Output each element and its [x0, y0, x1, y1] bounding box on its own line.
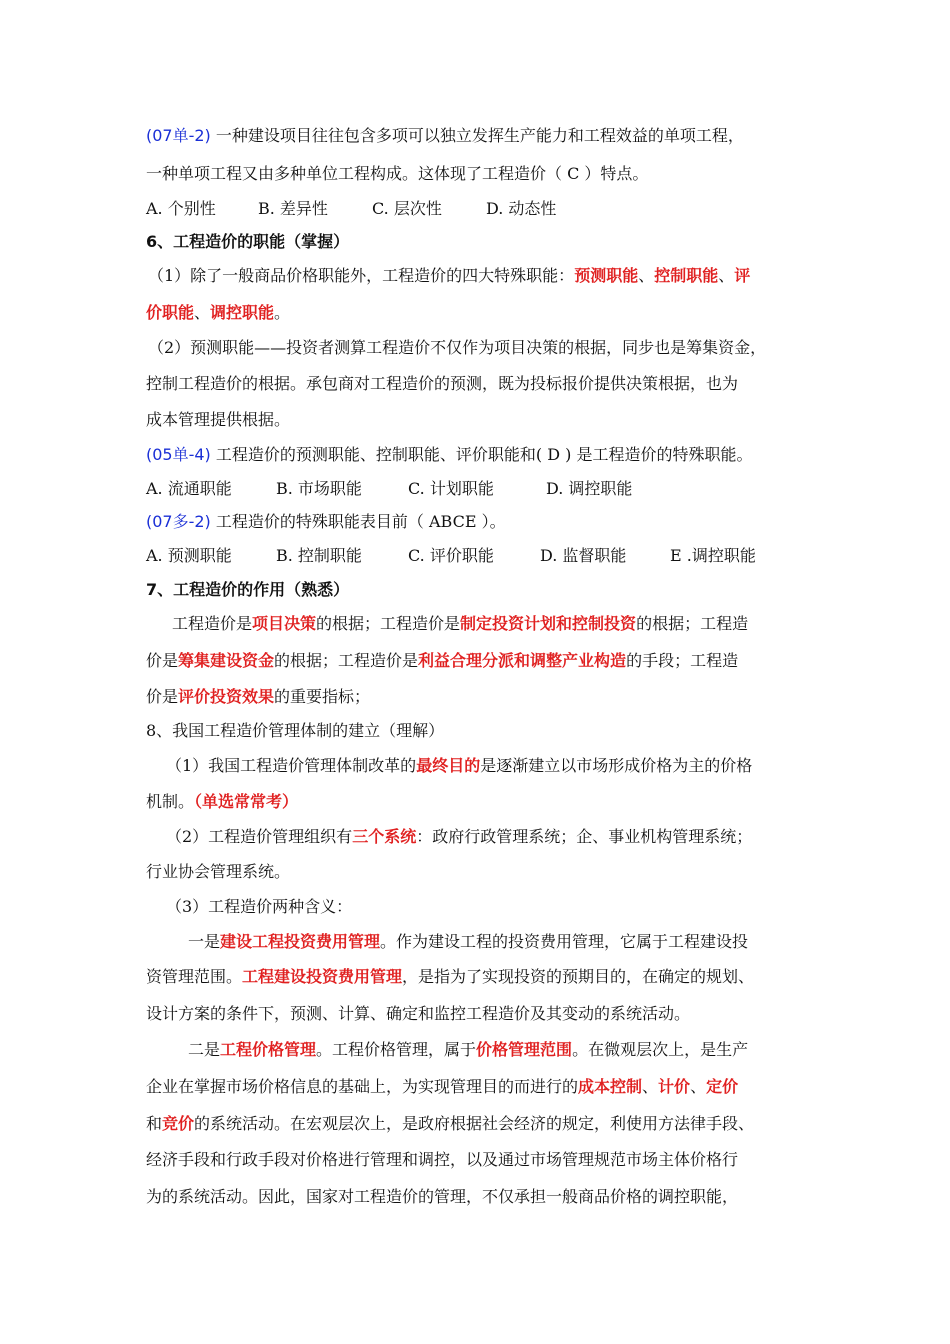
body-text: 设计方案的条件下，预测、计算、确定和监控工程造价及其变动的系统活动。 [146, 1004, 691, 1023]
text-line [148, 266, 750, 286]
emphasis-text: 评 [734, 266, 751, 285]
emphasis-text: 制定投资计划和控制投资 [460, 614, 637, 633]
answer-option: D. 监督职能 [540, 546, 627, 565]
body-text: 8、我国工程造价管理体制的建立（理解） [146, 721, 445, 740]
answer-option: A. 个别性 [146, 199, 216, 218]
emphasis-text: 三个系统 [352, 827, 417, 846]
body-text: （2）工程造价管理组织有 [166, 827, 353, 846]
text-line [146, 967, 754, 987]
text-line [146, 651, 738, 671]
text-line [146, 792, 298, 812]
text-line [146, 512, 506, 532]
answer-option: E .调控职能 [670, 546, 756, 565]
body-text: 价是 [146, 651, 179, 670]
emphasis-text: 筹集建设资金 [178, 651, 275, 670]
text-line [146, 1004, 690, 1024]
emphasis-text: 最终目的 [416, 756, 481, 775]
answer-option: B. 差异性 [258, 199, 328, 218]
body-text: 的根据；工程造 [636, 614, 749, 633]
body-text: （2）预测职能——投资者测算工程造价不仅作为项目决策的根据，同步也是筹集资金， [148, 338, 767, 357]
text-line [0, 479, 950, 499]
body-text: 一种建设项目往往包含多项可以独立发挥生产能力和工程效益的单项工程， [210, 126, 744, 145]
text-line [146, 303, 290, 323]
emphasis-text: 项目决策 [252, 614, 317, 633]
answer-option: B. 市场职能 [276, 479, 362, 498]
body-text: 价是 [146, 687, 179, 706]
text-line [188, 932, 748, 952]
body-text: 的系统活动。在宏观层次上，是政府根据社会经济的规定，利使用方法律手段、 [194, 1114, 755, 1133]
body-text: 。 [274, 303, 291, 322]
emphasis-text: 工程建设投资费用管理 [242, 967, 403, 986]
body-text: 的根据；工程造价是 [274, 651, 419, 670]
answer-option: C. 层次性 [372, 199, 442, 218]
text-line [0, 199, 950, 219]
emphasis-text: 计价 [658, 1077, 691, 1096]
emphasis-text: 调控职能 [210, 303, 275, 322]
text-line [0, 546, 950, 566]
text-line [146, 1114, 754, 1134]
text-line [146, 1150, 738, 1170]
body-text: 。在微观层次上，是生产 [572, 1040, 749, 1059]
emphasis-text: 控制职能 [654, 266, 719, 285]
answer-option: A. 流通职能 [146, 479, 232, 498]
body-text: 、 [638, 266, 655, 285]
emphasis-text: 评价投资效果 [178, 687, 275, 706]
body-text: 、 [194, 303, 211, 322]
text-line [146, 721, 444, 741]
body-text: 为的系统活动。因此，国家对工程造价的管理，不仅承担一般商品价格的调控职能， [146, 1187, 739, 1206]
body-text: 企业在掌握市场价格信息的基础上，为实现管理目的而进行的 [146, 1077, 579, 1096]
body-text: ，是指为了实现投资的预期目的，在确定的规划、 [402, 967, 755, 986]
text-line [146, 1077, 738, 1097]
body-text: 一是 [188, 932, 221, 951]
text-line [146, 580, 349, 600]
text-line [166, 827, 752, 847]
body-text: 工程造价的特殊职能表目前（ ABCE ）。 [210, 512, 506, 531]
body-text: 。作为建设工程的投资费用管理，它属于工程建设投 [380, 932, 749, 951]
body-text: （1）除了一般商品价格职能外，工程造价的四大特殊职能： [148, 266, 575, 285]
answer-option: B. 控制职能 [276, 546, 362, 565]
answer-option: A. 预测职能 [146, 546, 232, 565]
question-code: (07单-2) [146, 126, 211, 145]
emphasis-text: 建设工程投资费用管理 [220, 932, 381, 951]
answer-option: C. 计划职能 [408, 479, 494, 498]
emphasis-text: 成本控制 [578, 1077, 643, 1096]
body-text: 。工程价格管理，属于 [316, 1040, 477, 1059]
emphasis-text: 工程价格管理 [220, 1040, 317, 1059]
body-text: 资管理范围。 [146, 967, 243, 986]
text-line [166, 897, 352, 917]
body-text: 一种单项工程又由多种单位工程构成。这体现了工程造价（ C ）特点。 [146, 164, 649, 183]
text-line [146, 687, 370, 707]
emphasis-text: （单选常常考） [194, 792, 299, 811]
body-text: ：政府行政管理系统；企、事业机构管理系统； [416, 827, 753, 846]
emphasis-text: 价格管理范围 [476, 1040, 573, 1059]
body-text: 工程造价是 [172, 614, 253, 633]
body-text: 是逐渐建立以市场形成价格为主的价格 [480, 756, 753, 775]
text-line [146, 164, 648, 184]
text-line [146, 232, 349, 252]
body-text: 的手段；工程造 [626, 651, 739, 670]
body-text: 经济手段和行政手段对价格进行管理和调控，以及通过市场管理规范市场主体价格行 [146, 1150, 739, 1169]
body-text: 成本管理提供根据。 [146, 410, 291, 429]
body-text: 行业协会管理系统。 [146, 862, 291, 881]
text-line [188, 1040, 748, 1060]
body-text: 、 [718, 266, 735, 285]
body-text: 工程造价的预测职能、控制职能、评价职能和( D ) 是工程造价的特殊职能。 [210, 445, 753, 464]
text-line [146, 445, 752, 465]
emphasis-text: 定价 [706, 1077, 739, 1096]
emphasis-text: 预测职能 [574, 266, 639, 285]
body-text: 、 [642, 1077, 659, 1096]
question-code: (05单-4) [146, 445, 211, 464]
section-heading: 6、工程造价的职能（掌握） [146, 232, 350, 251]
body-text: 控制工程造价的根据。承包商对工程造价的预测，既为投标报价提供决策根据，也为 [146, 374, 739, 393]
answer-option: D. 调控职能 [546, 479, 633, 498]
body-text: 的根据；工程造价是 [316, 614, 461, 633]
text-line [146, 1187, 738, 1207]
body-text: 和 [146, 1114, 163, 1133]
text-line [146, 374, 738, 394]
question-code: (07多-2) [146, 512, 211, 531]
emphasis-text: 利益合理分派和调整产业构造 [418, 651, 627, 670]
section-heading: 7、工程造价的作用（熟悉） [146, 580, 350, 599]
text-line [146, 126, 744, 146]
body-text: 的重要指标； [274, 687, 371, 706]
text-line [148, 338, 766, 358]
emphasis-text: 价职能 [146, 303, 195, 322]
body-text: 、 [690, 1077, 707, 1096]
answer-option: D. 动态性 [486, 199, 557, 218]
text-line [146, 862, 290, 882]
body-text: 机制。 [146, 792, 195, 811]
emphasis-text: 竞价 [162, 1114, 195, 1133]
body-text: （1）我国工程造价管理体制改革的 [166, 756, 417, 775]
text-line [172, 614, 748, 634]
body-text: （3）工程造价两种含义： [166, 897, 353, 916]
body-text: 二是 [188, 1040, 221, 1059]
text-line [146, 410, 290, 430]
text-line [166, 756, 752, 776]
answer-option: C. 评价职能 [408, 546, 494, 565]
